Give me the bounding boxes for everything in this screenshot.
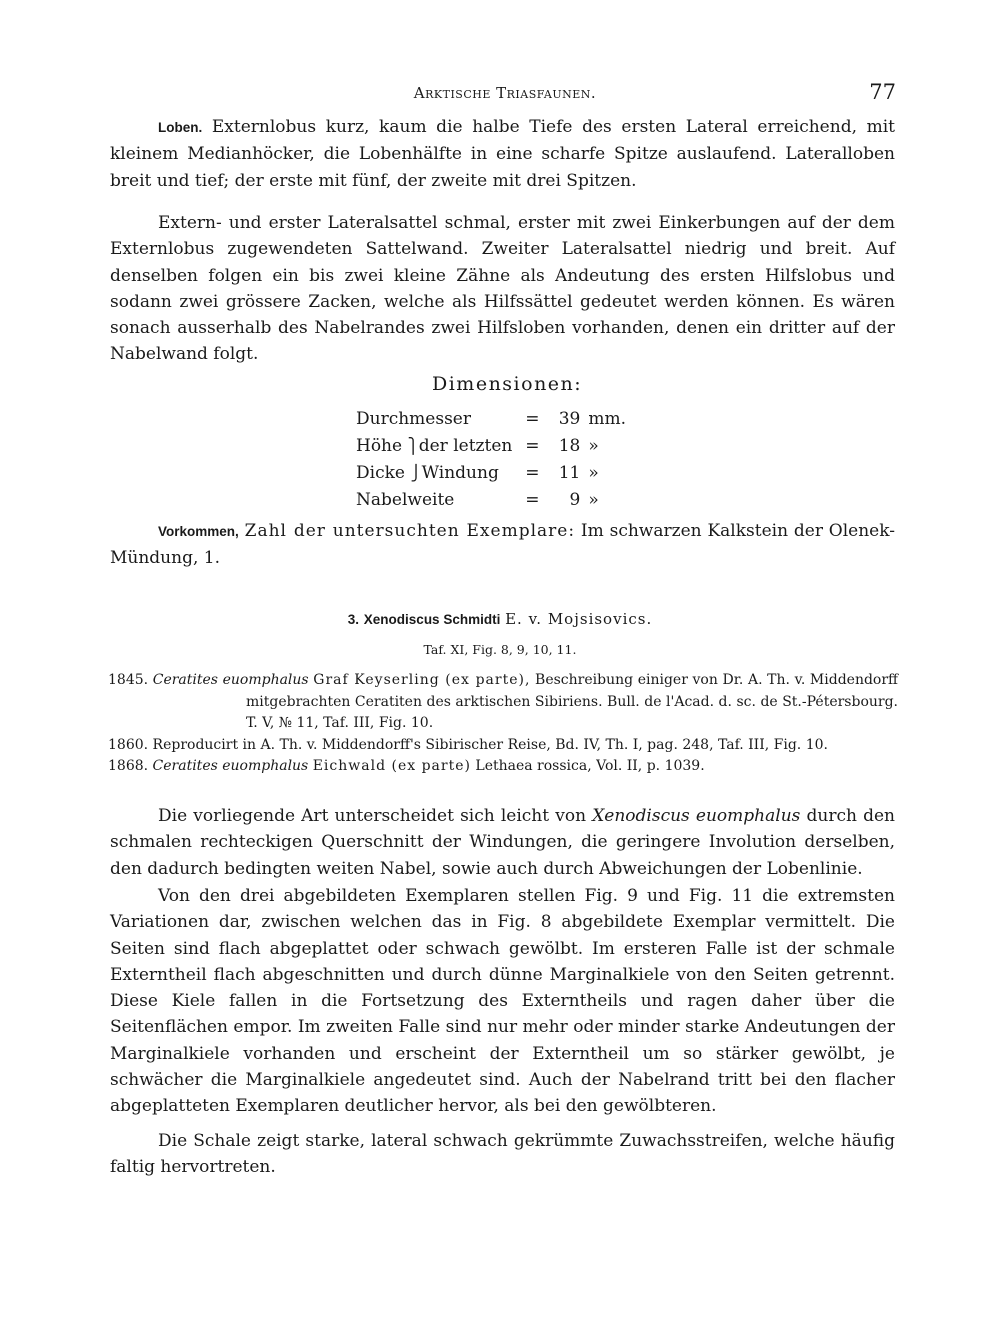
dimension-row: [356, 459, 628, 486]
dimension-value: 11: [558, 462, 581, 483]
synonymy-entry: [108, 735, 898, 757]
synonymy-entry: [108, 756, 898, 778]
dimension-value: 18: [558, 435, 581, 456]
dimension-label-a: Dicke: [356, 462, 405, 483]
paragraph-art: [110, 803, 895, 882]
synonymy-year: 1868.: [108, 758, 149, 774]
synonymy-text: Lethaea rossica, Vol. II, p. 1039.: [470, 758, 705, 774]
synonymy-year: 1845.: [108, 672, 149, 688]
species-heading: [110, 610, 890, 628]
dimension-unit: »: [588, 435, 599, 456]
dimension-row: [356, 405, 628, 432]
paragraph-vorkommen: [110, 518, 895, 572]
paragraph-text-loben: Externlobus kurz, kaum die halbe Tiefe des ersten Lateral erreichend, mit kleinem Medianhöcker, die Lobenhälfte in eine scharfe Spitze auslaufend. Lateralloben breit und tief; der erste mit fünf, der zweite mit drei Spitzen.: [110, 117, 895, 191]
dimensions-table: [356, 405, 628, 513]
dimension-label-b: Windung: [421, 462, 499, 483]
dimension-row: [356, 432, 628, 459]
running-title: Arktische Triasfaunen.: [413, 84, 597, 102]
dimension-equals: =: [525, 489, 540, 510]
brace-bottom-decoration: ⎭: [410, 463, 422, 482]
species-number: 3.: [347, 612, 360, 627]
vorkommen-text: Im schwarzen Kalkstein der Olenek-Mündung, 1.: [110, 521, 895, 569]
paragraph-art-post: durch den schmalen rechteckigen Querschnitt der Windungen, die geringere Involution derselben, den dadurch bedingten weiten Nabel, sowie auch durch Abweichungen der Lobenlinie.: [110, 806, 895, 879]
dimension-value: 39: [558, 408, 581, 429]
dimensions-title: Dimensionen:: [432, 373, 583, 395]
paragraph-loben: [110, 114, 895, 194]
dimension-equals: =: [525, 408, 540, 429]
dimension-label: Nabelweite: [356, 489, 455, 510]
synonymy-author: Eichwald (ex parte): [312, 758, 471, 774]
page-number: 77: [869, 80, 896, 104]
species-author: E. v. Mojsisovics.: [505, 610, 653, 628]
dimension-equals: =: [525, 435, 540, 456]
synonymy-species: Ceratites euomphalus: [152, 672, 309, 688]
plate-reference: Taf. XI, Fig. 8, 9, 10, 11.: [423, 642, 577, 657]
paragraph-lead-vorkommen: Vorkommen,: [158, 524, 239, 539]
dimension-unit: »: [588, 489, 599, 510]
dimension-label: [356, 432, 512, 459]
brace-top-decoration: ⎫: [407, 436, 419, 455]
dimension-value: 9: [569, 489, 581, 510]
dimension-label-b: der letzten: [418, 435, 513, 456]
synonymy-text: Beschreibung einiger von Dr. A. Th. v. Middendorff mitgebrachten Ceratiten des arktischen Sibiriens. Bull. de l'Acad. d. sc. de St.-Pétersbourg. T. V, № 11, Taf. III, Fig. 10.: [246, 672, 899, 731]
synonymy-list: [108, 670, 898, 778]
dimension-label: Durchmesser: [356, 408, 471, 429]
page-header: [110, 80, 900, 110]
synonymy-entry: [108, 670, 898, 735]
species-name: Xenodiscus Schmidti: [363, 612, 501, 627]
synonymy-year: 1860.: [108, 736, 149, 753]
paragraph-art-species: Xenodiscus euomphalus: [592, 806, 801, 826]
synonymy-author: Graf Keyserling (ex parte),: [313, 672, 531, 688]
synonymy-text: Reproducirt in A. Th. v. Middendorff's Sibirischer Reise, Bd. IV, Th. I, pag. 248, Taf. III, Fig. 10.: [152, 736, 828, 753]
paragraph-saettel: Extern- und erster Lateralsattel schmal, erster mit zwei Einkerbungen auf der dem Externlobus zugewendeten Sattelwand. Zweiter Lateralsattel niedrig und breit. Auf denselben folgen ein bis zwei kleine Zähne als Andeutung des ersten Hilfslobus und sodann zwei grössere Zacken, welche als Hilfssättel gedeutet werden können. Es wären sonach ausserhalb des Nabelrandes zwei Hilfsloben vorhanden, denen ein dritter auf der Nabelwand folgt.: [110, 213, 895, 365]
dimension-row: [356, 486, 628, 513]
dimension-unit: mm.: [588, 408, 626, 429]
paragraph-lead-loben: Loben.: [158, 120, 203, 135]
synonymy-species: Ceratites euomphalus: [152, 758, 309, 774]
dimension-label-a: Höhe: [356, 435, 403, 456]
paragraph-exemplare: Von den drei abgebildeten Exemplaren stellen Fig. 9 und Fig. 11 die extremsten Variationen dar, zwischen welchen das in Fig. 8 abgebildete Exemplar vermittelt. Die Seiten sind flach abgeplattet oder schwach gewölbt. Im ersteren Falle ist der schmale Externtheil flach abgeschnitten und durch dünne Marginalkiele von den Seiten getrennt. Diese Kiele fallen in die Fortsetzung des Externtheils und ragen daher über die Seitenflächen empor. Im zweiten Falle sind nur mehr oder minder starke Andeutungen der Marginalkiele vorhanden und erscheint der Externtheil um so stärker gewölbt, je schwächer die Marginalkiele angedeutet sind. Auch der Nabelrand tritt bei den flacher abgeplatteten Exemplaren deutlicher hervor, als bei den gewölbteren.: [110, 886, 895, 1117]
dimension-label: [356, 459, 512, 486]
paragraph-schale: Die Schale zeigt starke, lateral schwach gekrümmte Zuwachsstreifen, welche häufig faltig hervortreten.: [110, 1131, 895, 1178]
vorkommen-spaced-text: Zahl der untersuchten Exemplare:: [244, 521, 576, 541]
paragraph-art-pre: Die vorliegende Art unterscheidet sich leicht von: [158, 806, 593, 826]
dimension-equals: =: [525, 462, 540, 483]
dimension-unit: »: [588, 462, 599, 483]
